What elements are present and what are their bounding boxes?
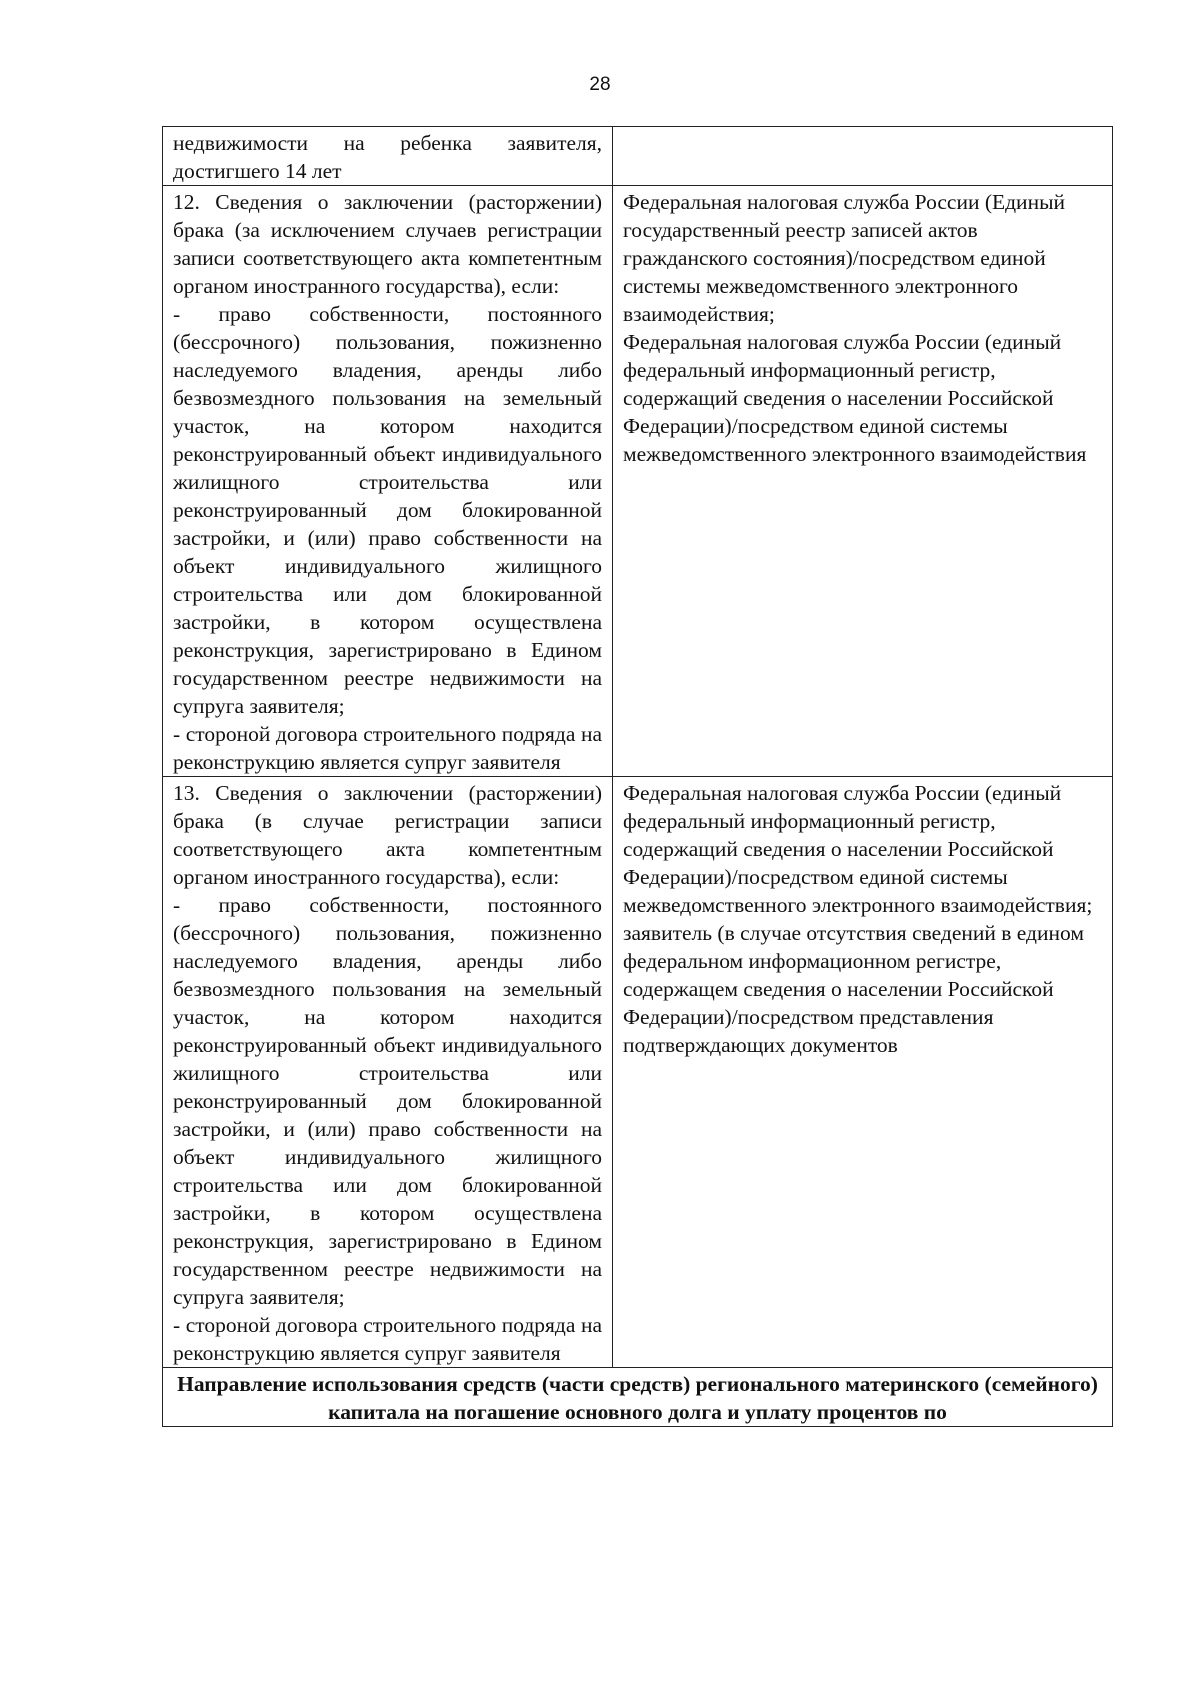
cell-paragraph: заявитель (в случае отсутствия сведений в едином федеральном информационном регистре, содержащем сведения о населении Российской Федерации)/посредством представления подтверждающих документов: [623, 921, 1084, 1057]
cell-paragraph: Федеральная налоговая служба России (единый федеральный информационный регистр, содержащий сведения о населении Российской Федерации)/посредством единой системы межведомственного электронного взаимодействия: [623, 330, 1087, 466]
table-row: [163, 127, 1113, 186]
cell-paragraph: - право собственности, постоянного (бессрочного) пользования, пожизненно наследуемого владения, аренды либо безвозмездного пользования на земельный участок, на котором находится реконструированный объект индивидуального жилищного строительства или реконструированный дом блокированной застройки, и (или) право собственности на объект индивидуального жилищного строительства или дом блокированной застройки, в котором осуществлена реконструкция, зарегистрировано в Едином государственном реестре недвижимости на супруга заявителя;: [173, 302, 602, 718]
row-1-left-cell: недвижимости на ребенка заявителя, достигшего 14 лет: [163, 127, 613, 186]
page-number: 28: [589, 74, 611, 95]
cell-paragraph: 13. Сведения о заключении (расторжении) брака (в случае регистрации записи соответствующего акта компетентным органом иностранного государства), если:: [173, 781, 602, 889]
row-1-right-cell: [613, 127, 1113, 186]
cell-paragraph: - право собственности, постоянного (бессрочного) пользования, пожизненно наследуемого владения, аренды либо безвозмездного пользования на земельный участок, на котором находится реконструированный объект индивидуального жилищного строительства или реконструированный дом блокированной застройки, и (или) право собственности на объект индивидуального жилищного строительства или дом блокированной застройки, в котором осуществлена реконструкция, зарегистрировано в Едином государственном реестре недвижимости на супруга заявителя;: [173, 893, 602, 1309]
row-3-left-cell: [163, 777, 613, 1368]
row-2-right-cell: [613, 186, 1113, 777]
cell-paragraph: Федеральная налоговая служба России (Единый государственный реестр записей актов гражданского состояния)/посредством единой системы межведомственного электронного взаимодействия;: [623, 190, 1066, 326]
documents-table: [162, 126, 1113, 1427]
section-heading-row: [163, 1368, 1113, 1427]
cell-paragraph: - стороной договора строительного подряда на реконструкцию является супруг заявителя: [173, 1313, 602, 1365]
section-heading: Направление использования средств (части средств) регионального материнского (семейного) капитала на погашение основного долга и уплату процентов по: [163, 1368, 1113, 1427]
table-row: [163, 186, 1113, 777]
row-3-right-cell: [613, 777, 1113, 1368]
cell-paragraph: Федеральная налоговая служба России (единый федеральный информационный регистр, содержащий сведения о населении Российской Федерации)/посредством единой системы межведомственного электронного взаимодействия;: [623, 781, 1093, 917]
table-row: [163, 777, 1113, 1368]
row-2-left-cell: [163, 186, 613, 777]
cell-paragraph: 12. Сведения о заключении (расторжении) брака (за исключением случаев регистрации записи соответствующего акта компетентным органом иностранного государства), если:: [173, 190, 602, 298]
cell-paragraph: - стороной договора строительного подряда на реконструкцию является супруг заявителя: [173, 722, 602, 774]
